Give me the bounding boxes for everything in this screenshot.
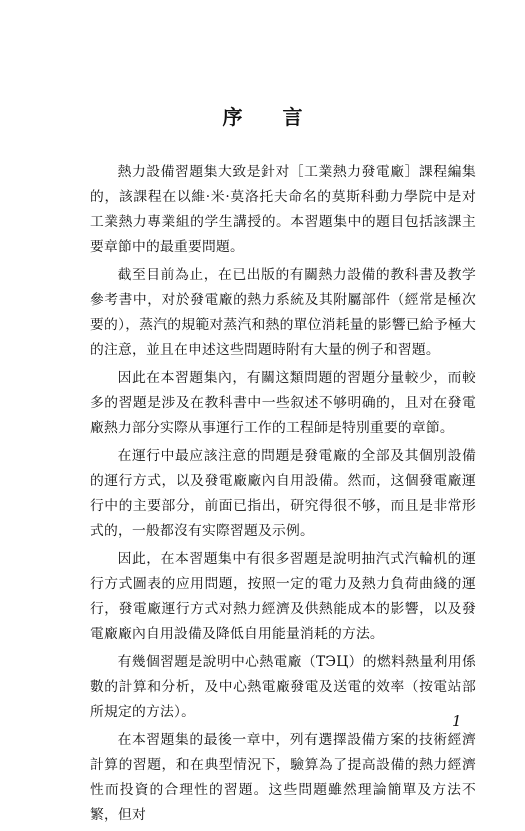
- paragraph: 熱力設備習題集大致是針对［工業熱力發電廠］課程編集的，該課程在以維·米·莫洛托夫命名的莫斯科動力學院中是对工業熱力專業組的学生講授的。本習題集中的題目包括該課主要章節中的最重要問題。: [90, 164, 476, 255]
- page-title: 序言: [222, 105, 343, 129]
- paragraph: 因此在本習題集內，有關这類問題的習題分量較少，而較多的習題是涉及在教科書中一些叙述不够明确的，且对在發電廠熱力部分实際从事運行工作的工程師是特別重要的章節。: [90, 370, 476, 436]
- paragraph: 有幾個習題是說明中心熱電廠（ТЭЦ）的燃料熱量利用係數的計算和分析，及中心熱電廠發電及送電的效率（按電站部所規定的方法）。: [90, 654, 476, 720]
- preface-body: [90, 160, 476, 831]
- paragraph: 截至目前為止，在已出版的有關熱力設備的教科書及教学參考書中，对於發電廠的熱力系統及其附屬部件（經常是極次要的），蒸汽的規範对蒸汽和熱的單位消耗量的影響已給予極大的注意，並且在申述这些問題時附有大量的例子和習題。: [90, 267, 476, 358]
- page-number: 1: [452, 712, 462, 730]
- paragraph: 在本習題集的最後一章中，列有選擇設備方案的技術經濟計算的習題，和在典型情況下，驗算為了提高設備的熱力經濟性而投資的合理性的習題。这些問題雖然理論簡單及方法不繁，但对: [90, 732, 476, 823]
- paragraph: 因此，在本習題集中有很多習題是說明抽汽式汽輪机的運行方式圖表的应用問題，按照一定的電力及熱力負荷曲綫的運行，發電廠運行方式对熱力經濟及供熱能成本的影響，以及發電廠廠內自用設備及降低自用能量消耗的方法。: [90, 551, 476, 642]
- paragraph: 在運行中最应該注意的問題是發電廠的全部及其個別設備的運行方式，以及發電廠廠內自用設備。然而，这個發電廠運行中的主要部分，前面已指出，研究得很不够，而且是非常形式的，一般都沒有实際習題及示例。: [90, 448, 476, 539]
